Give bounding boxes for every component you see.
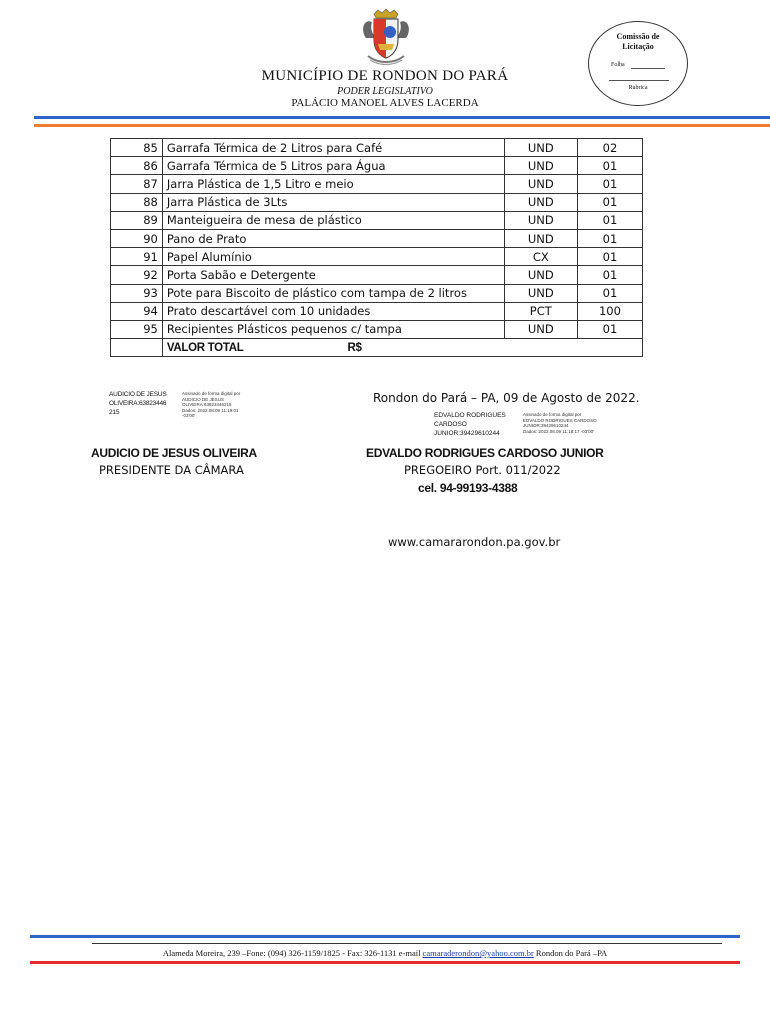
left-sig-note-line3: OLIVEIRA:63823446215: [182, 402, 232, 407]
item-unit: UND: [504, 229, 577, 247]
table-row: [111, 284, 643, 302]
item-unit: CX: [504, 248, 577, 266]
item-number: 93: [111, 284, 163, 302]
footer-address-prefix: Alameda Moreira, 239 –Fone: (094) 326-1159/1825 - Fax: 326-1131 e-mail: [162, 948, 423, 958]
item-number: 90: [111, 229, 163, 247]
table-row: [111, 229, 643, 247]
item-number: 89: [111, 211, 163, 229]
item-quantity: 01: [577, 320, 642, 338]
total-value-cell: [577, 339, 642, 357]
footer-rule-red: [30, 961, 740, 964]
item-description: Porta Sabão e Detergente: [162, 266, 504, 284]
left-sig-name-line2: OLIVEIRA:63823446: [109, 400, 167, 407]
item-number: 95: [111, 320, 163, 338]
item-number: 88: [111, 193, 163, 211]
item-description: Pote para Biscoito de plástico com tampa de 2 litros: [162, 284, 504, 302]
right-sig-note-line3: JUNIOR:39429610244: [523, 423, 569, 428]
right-sig-name-line1: EDVALDO RODRIGUES: [434, 412, 506, 419]
item-quantity: 01: [577, 248, 642, 266]
footer-rule-thin: [92, 943, 722, 944]
item-description: Garrafa Térmica de 2 Litros para Café: [162, 139, 504, 157]
item-unit: PCT: [504, 302, 577, 320]
commission-stamp: [588, 21, 688, 106]
right-signer-role: PREGOEIRO Port. 011/2022: [404, 463, 561, 477]
website-link[interactable]: www.camararondon.pa.gov.br: [388, 535, 561, 549]
footer-rule-blue: [30, 935, 740, 938]
item-quantity: 01: [577, 229, 642, 247]
footer-email-link[interactable]: camaraderondon@yahoo.com.br: [422, 948, 534, 958]
total-label-cell: [162, 339, 504, 357]
right-signer-phone: cel. 94-99193-4388: [418, 481, 518, 495]
footer-address: [0, 948, 770, 958]
item-unit: UND: [504, 284, 577, 302]
item-number: 94: [111, 302, 163, 320]
item-description: Jarra Plástica de 3Lts: [162, 193, 504, 211]
item-description: Recipientes Plásticos pequenos c/ tampa: [162, 320, 504, 338]
item-unit: UND: [504, 157, 577, 175]
footer-address-suffix: Rondon do Pará –PA: [533, 948, 608, 958]
left-sig-name-line1: AUDICIO DE JESUS: [109, 391, 167, 398]
item-unit: UND: [504, 175, 577, 193]
total-num-cell: [111, 339, 163, 357]
header-rule-blue: [34, 116, 770, 119]
item-number: 86: [111, 157, 163, 175]
place-date: Rondon do Pará – PA, 09 de Agosto de 2022.: [373, 391, 640, 405]
item-quantity: 01: [577, 266, 642, 284]
item-description: Pano de Prato: [162, 229, 504, 247]
left-sig-name-line3: 215: [109, 409, 120, 416]
item-unit: UND: [504, 266, 577, 284]
item-number: 91: [111, 248, 163, 266]
left-digital-signature-name: [109, 390, 181, 417]
table-row: [111, 248, 643, 266]
left-sig-note-line2: AUDICIO DE JESUS: [182, 396, 225, 402]
item-unit: UND: [504, 211, 577, 229]
item-description: Prato descartável com 10 unidades: [162, 302, 504, 320]
right-sig-note-line1: Assinado de forma digital por: [523, 412, 582, 417]
stamp-folha-line: [631, 68, 665, 69]
item-number: 85: [111, 139, 163, 157]
total-row: [111, 339, 643, 357]
right-sig-name-line3: JUNIOR:39429610244: [434, 430, 500, 437]
item-quantity: 02: [577, 139, 642, 157]
items-table: [110, 138, 643, 357]
item-description: Manteigueira de mesa de plástico: [162, 211, 504, 229]
item-quantity: 01: [577, 284, 642, 302]
right-sig-note-line4: Dados: 2022.08.09 11:18:17 -03'00': [523, 428, 594, 434]
items-table-body: [111, 139, 643, 339]
item-quantity: 01: [577, 211, 642, 229]
branch-subtitle: PODER LEGISLATIVO: [337, 86, 433, 97]
item-description: Garrafa Térmica de 5 Litros para Água: [162, 157, 504, 175]
table-row: [111, 302, 643, 320]
table-row: [111, 175, 643, 193]
coat-of-arms-icon: [360, 8, 412, 66]
right-digital-signature-note: [523, 412, 633, 434]
table-row: [111, 157, 643, 175]
table-row: [111, 266, 643, 284]
total-currency: R$: [347, 341, 362, 354]
table-row: [111, 193, 643, 211]
palace-name: PALÁCIO MANOEL ALVES LACERDA: [291, 97, 479, 109]
right-sig-name-line2: CARDOSO: [434, 421, 467, 428]
total-unit-cell: [504, 339, 577, 357]
item-description: Jarra Plástica de 1,5 Litro e meio: [162, 175, 504, 193]
left-sig-note-line4: Dados: 2022.08.09 11:19:01: [182, 407, 239, 413]
stamp-title-line1: Comissão de: [616, 32, 660, 41]
left-sig-note-line5: -03'00': [182, 413, 196, 418]
item-quantity: 01: [577, 193, 642, 211]
item-unit: UND: [504, 193, 577, 211]
table-row: [111, 139, 643, 157]
item-unit: UND: [504, 320, 577, 338]
right-sig-note-line2: EDVALDO RODRIGUES CARDOSO: [523, 417, 597, 423]
total-label: VALOR TOTAL: [166, 341, 244, 354]
item-quantity: 01: [577, 157, 642, 175]
stamp-rubrica-label: Rubrica: [628, 85, 648, 91]
left-signer-name: AUDICIO DE JESUS OLIVEIRA: [91, 446, 257, 460]
left-signer-role: PRESIDENTE DA CÂMARA: [99, 463, 244, 477]
table-row: [111, 320, 643, 338]
stamp-title-line2: Licitação: [622, 42, 654, 51]
left-sig-note-line1: Assinado de forma digital por: [182, 391, 241, 396]
item-number: 87: [111, 175, 163, 193]
stamp-folha-label: Folha: [611, 62, 625, 68]
item-number: 92: [111, 266, 163, 284]
municipality-title: MUNICÍPIO DE RONDON DO PARÁ: [261, 68, 509, 84]
stamp-rubrica-line: [609, 80, 669, 81]
table-row: [111, 211, 643, 229]
right-signer-name: EDVALDO RODRIGUES CARDOSO JUNIOR: [366, 446, 604, 460]
item-description: Papel Alumínio: [162, 248, 504, 266]
right-digital-signature-name: [434, 411, 522, 438]
item-quantity: 01: [577, 175, 642, 193]
header-rule-orange: [34, 124, 770, 127]
left-digital-signature-note: [182, 391, 262, 419]
item-quantity: 100: [577, 302, 642, 320]
item-unit: UND: [504, 139, 577, 157]
